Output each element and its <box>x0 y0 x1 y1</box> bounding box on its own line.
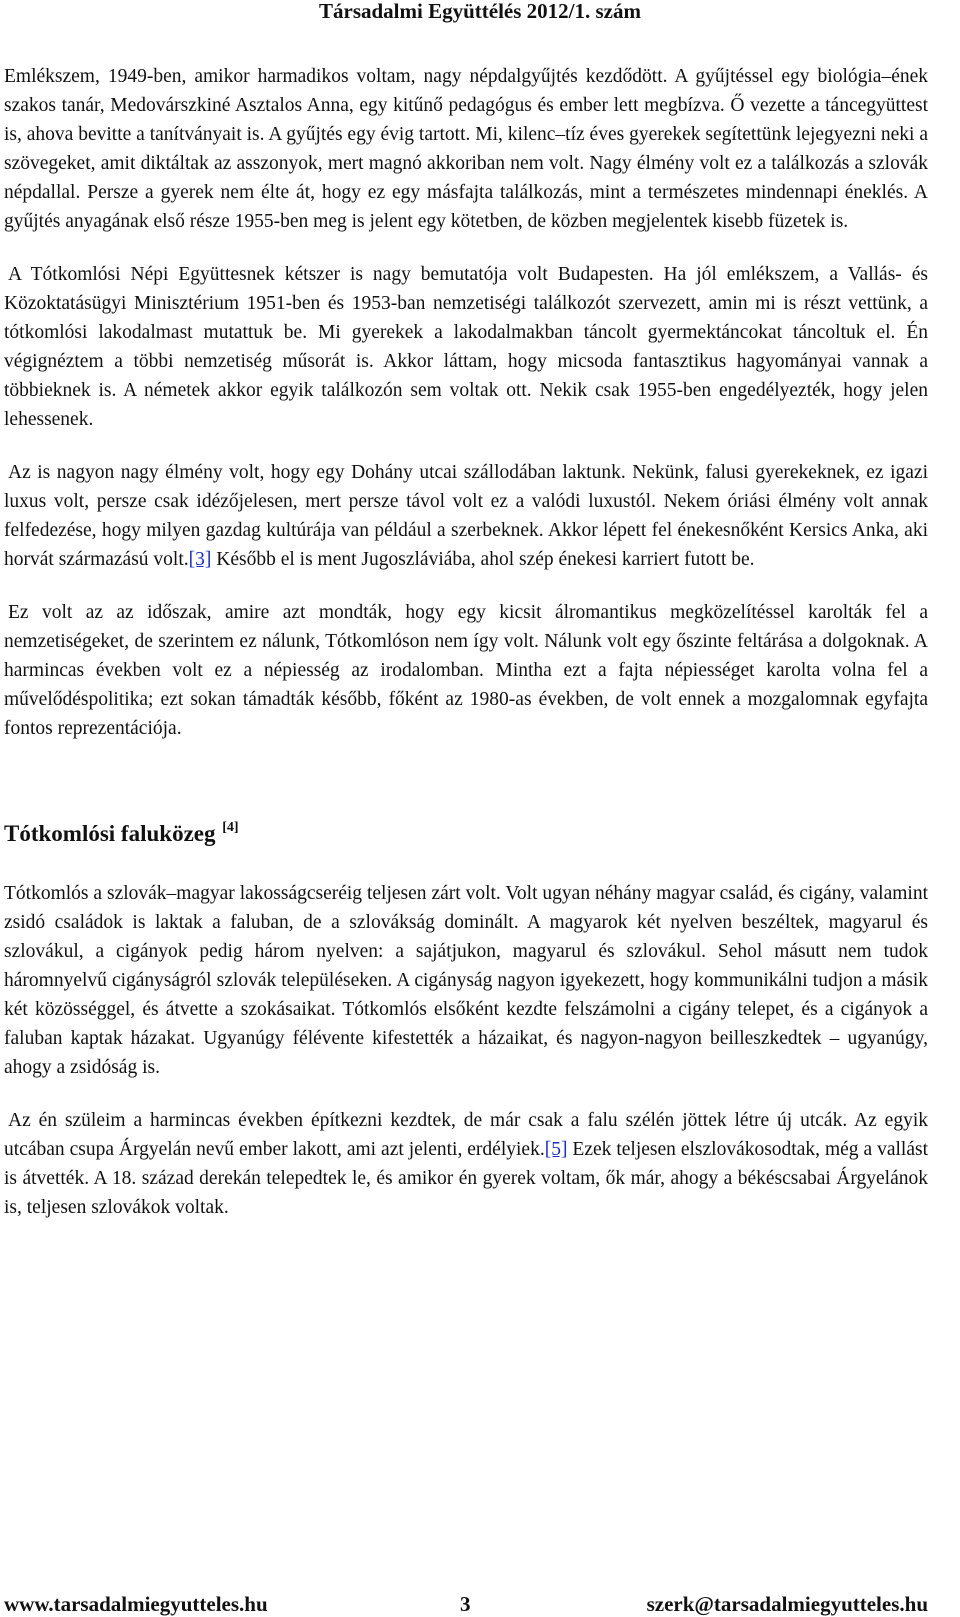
paragraph-1: Emlékszem, 1949-ben, amikor harmadikos voltam, nagy népdalgyűjtés kezdődött. A gyűjtéssel egy biológia–ének szakos tanár, Medovárszkiné Asztalos Anna, egy kitűnő pedagógus és ember lett megbízva. Ő vezette a táncegyüttest is, ahova bevitte a tanítványait is. A gyűjtés egy évig tartott. Mi, kilenc–tíz éves gyerekek segítettünk lejegyezni neki a szövegeket, amit diktáltak az asszonyok, mert magnó akkoriban nem volt. Nagy élmény volt ez a találkozás a szlovák népdallal. Persze a gyerek nem élte át, hogy ez egy másfajta találkozás, mint a természetes mindennapi éneklés. A gyűjtés anyagának első része 1955-ben meg is jelent egy kötetben, de közben megjelentek kisebb füzetek is. <box>4 66 928 232</box>
paragraph-3 <box>4 458 928 574</box>
paragraph-2: A Tótkomlósi Népi Együttesnek kétszer is nagy bemutatója volt Budapesten. Ha jól emlékszem, a Vallás- és Közoktatásügyi Minisztérium 1951-ben és 1953-ban nemzetiségi találkozót szervezett, amin mi is részt vettünk, a tótkomlósi lakodalmast mutattuk be. Mi gyerekek a lakodalmakban táncolt gyermektáncokat táncoltuk el. Én végignéztem a többi nemzetiség műsorát is. Akkor láttam, hogy micsoda fantasztikus hagyományai vannak a többieknek is. A németek akkor egyik találkozón sem voltak ott. Nekik csak 1955-ben engedélyezték, hogy jelen lehessenek. <box>4 264 928 430</box>
footer-email: szerk@tarsadalmiegyutteles.hu <box>646 1592 928 1616</box>
article-body <box>4 62 928 1246</box>
paragraph-3-text-a: Az is nagyon nagy élmény volt, hogy egy Dohány utcai szállodában laktunk. Nekünk, falusi gyerekeknek, ez igazi luxus volt, persze csak idézőjelesen, mert persze távol volt ez a valódi luxustól. Nekem óriási élmény volt annak felfedezése, hogy milyen gazdag kultúrája van például a szerbeknek. Akkor lépett fel énekesnőként Kersics Anka, aki horvát származású volt. <box>4 462 928 570</box>
paragraph-3-text-b: Később el is ment Jugoszláviába, ahol szép énekesi karriert futott be. <box>211 549 755 570</box>
journal-title: Társadalmi Együttélés 2012/1. szám <box>319 0 641 23</box>
footnote-ref-4: [4] <box>222 820 239 835</box>
page-footer <box>4 1591 928 1617</box>
footnote-link-5[interactable]: [5] <box>544 1139 568 1160</box>
page-number: 3 <box>460 1592 471 1616</box>
section-heading-text: Tótkomlósi faluközeg <box>4 821 216 846</box>
journal-header <box>0 0 960 22</box>
paragraph-5: Tótkomlós a szlovák–magyar lakosságcseréig teljesen zárt volt. Volt ugyan néhány magyar család, és cigány, valamint zsidó családok is laktak a faluban, de a szlovákság dominált. A magyarok két nyelven beszéltek, magyarul és szlovákul, a cigányok pedig három nyelven: a sajátjukon, magyarul és szlovákul. Sehol másutt nem tudok háromnyelvű cigányságról szlovák településeken. A cigányság nagyon igyekezett, hogy kommunikálni tudjon a másik két közösséggel, és átvette a szokásaikat. Tótkomlós elsőként kezdte felszámolni a cigány telepet, és a cigányok a faluban kaptak házakat. Ugyanúgy félévente kifestették a házaikat, és nagyon-nagyon beilleszkedtek – ugyanúgy, ahogy a zsidóság is. <box>4 883 928 1078</box>
footnote-link-3[interactable]: [3] <box>188 549 212 570</box>
paragraph-4: Ez volt az az időszak, amire azt mondták, hogy egy kicsit álromantikus megközelítéssel karolták fel a nemzetiségeket, de szerintem ez nálunk, Tótkomlóson nem így volt. Nálunk volt egy őszinte feltárása a dolgoknak. A harmincas években volt ez a népiesség az irodalomban. Mintha ezt a fajta népiességet karolta volna fel a művelődéspolitika; ezt sokan támadták később, főként az 1980-as években, de volt ennek a mozgalomnak egyfajta fontos reprezentációja. <box>4 602 928 739</box>
section-heading <box>4 813 928 849</box>
footer-website: www.tarsadalmiegyutteles.hu <box>4 1592 268 1616</box>
paragraph-6-text-b: Ezek teljesen elszlovákosodtak, még a vallást is átvették. A 18. század derekán telepedtek le, és amikor én gyerek voltam, ők már, ahogy a békéscsabai Árgyelánok is, teljesen szlovákok voltak. <box>4 1139 928 1218</box>
paragraph-6-text-a: Az én szüleim a harmincas években építkezni kezdtek, de már csak a falu szélén jöttek létre új utcák. Az egyik utcában csupa Árgyelán nevű ember lakott, ami azt jelenti, erdélyiek. <box>4 1110 928 1160</box>
paragraph-6 <box>4 1106 928 1222</box>
